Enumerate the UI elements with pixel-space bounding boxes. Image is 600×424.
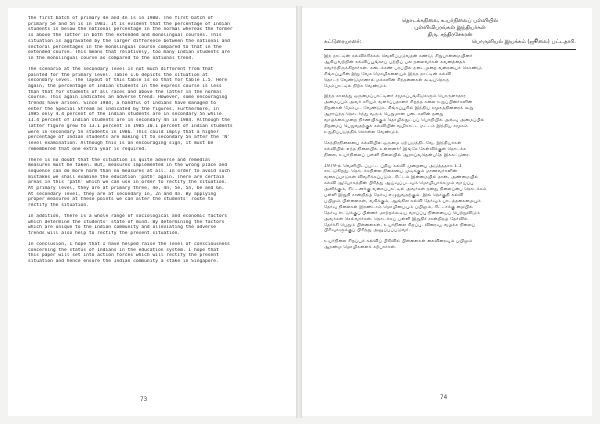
text-line: The scenario at the secondary level is not much different from that	[28, 66, 214, 72]
text-line: ஆராய்ந்த தொடர்ந்து வரும் பெறுமான படைகளின் தனது	[324, 112, 444, 118]
left-page-text	[28, 16, 276, 270]
text-line: திறன்கள் மேம்பட வேண்டும். சிங்கப்பூரில் இந்திய சமூகத்தினரைக் கூறு	[324, 106, 474, 112]
text-line: trends have arisen. Since 1984, a handful of Indians have managed to	[28, 101, 217, 107]
paragraph	[324, 94, 576, 135]
text-line: மேம்பாட்டில் நிற்க வேண்டும்.	[324, 83, 388, 89]
text-line: proper measures at these points we can alter the students' route to	[28, 197, 214, 203]
text-line: தேர்வு நிலைகள் இரண்டாம் மொழியையும் பயிலும், சிட்டாக்கு மையில்	[324, 204, 473, 210]
right-page-number: 74	[440, 394, 448, 401]
text-line: again, the percentage of Indian students in the express course is less	[28, 83, 222, 89]
text-line: remembered that one extra year is required.	[28, 146, 147, 152]
text-line: sequence can do more harm than no measures at all. In order to avoid such	[28, 168, 230, 174]
header-line: புள்ளிவிபரங்கள் இந்தியர்கள்	[414, 25, 486, 31]
text-line: enter the Special Stream as indicated by the figures. Furthermore, in	[28, 106, 219, 112]
text-line: கல்வியில் எந்த நிலையில் உள்ளனர்? இங்கே கேள்விக்குள் தொடக்க	[324, 146, 467, 152]
text-line: situation and hence ensure the Indian community a stake in Singapore.	[28, 259, 219, 265]
text-line: which are unique to the Indian community and alleviating the adverse	[28, 225, 217, 231]
text-line: in the monolingual course as compared to the national trend.	[28, 55, 194, 61]
text-line: level examination. Although this is an encouraging sign, it must be	[28, 140, 214, 146]
text-line: course. This again indicates an adverse trend. However, some encouraging	[28, 95, 228, 101]
text-line: வகைப்பாடுகள் விவரிக்கப்படும். சிட்டம் இன்மையில் தான், அண்மையில்	[324, 175, 479, 181]
text-line: At secondary level, they are at secondary 1n, 2n and 4n. By applying	[28, 191, 217, 197]
text-line: ஆகியவற்றின் கல்விப்பூங்காப் பற்றிப் பல தலைவர்கள் கவனத்தைக்	[324, 59, 466, 65]
text-line: காட்டுகிறது. தொடக்கநிலை நிலையை முடிக்கும் மாணவர்களின்	[324, 169, 458, 175]
text-line: நிலை, உயர்நிலைப் பள்ளி நிலையில் ஆராய்வதென்பதே இக்கட்டுரை.	[324, 152, 471, 158]
text-line: கவர்ந்திருக்கிறார்கள். கடைக்கண் பரப்பில் நடைமுறை வகையைக் கொண்டு,	[324, 65, 483, 71]
text-line: சிங்கப்பூரின் இறு வேக மொழிகளையும் இந்த நாட்டின் கல்வி	[324, 71, 452, 77]
text-line: trends will also help to rectify the present situation.	[28, 231, 181, 237]
text-line: உயர்நிலை சிறப்புக் கல்விப் பிரிவில் பிள்ளைகள் கைவிரைவும் பயிலும்	[324, 239, 473, 245]
text-line: students is below the national percentage in the normal whereas the former	[28, 27, 233, 33]
text-line: In addition, there is a whole range of sociological and economic factors	[28, 214, 228, 220]
text-line: இந் நாட்டின் கல்விச்சிக்கல் வெளிப்படுவதன் கண்டு, சிறுபான்மையினர்	[324, 54, 473, 59]
text-line: At primary level, they are at primary three, 4e, 4n, 5e, 5n, 6e and 6n.	[28, 186, 225, 192]
paragraph	[324, 141, 576, 159]
text-line: அமைப்பும் அவர் சரியும் வளர்ப்பதானர் சிறந்த கலை உறுப்பினர்களின்	[324, 100, 473, 106]
text-line: is above the latter in both the extended and monolingual courses. This	[28, 33, 222, 39]
paragraph	[324, 54, 576, 89]
paragraph	[28, 16, 276, 62]
text-line: There is no doubt that the situation is quite adverse and remedial	[28, 157, 211, 163]
text-line: In conclusion, I hope that I have helped raise the level of consciousness	[28, 242, 230, 248]
text-line: rectify the situation.	[28, 203, 89, 209]
right-page-body	[324, 54, 576, 251]
text-line: பிரிவுகளுக்குப் பிரித்து அனுப்பப்படுவர்.	[324, 228, 411, 234]
right-page	[302, 8, 592, 416]
text-line: situation is aggravated by the larger difference between the national and	[28, 38, 230, 44]
text-line: measures must be taken. But, measures implemented in the wrong place and	[28, 163, 228, 169]
paragraph	[324, 164, 576, 235]
text-line: அவர்கள் செல்வார்கள். தொடக்கப் பள்ளி இறுதிச் சான்றிதழ் தேர்வில்	[324, 216, 468, 222]
left-page	[8, 8, 296, 416]
text-line: were in secondary 5n students in 1986. This could imply that a higher	[28, 129, 219, 135]
text-line: 11.4 percent of Indian students are in secondary 4n in 1984. Although the	[28, 118, 230, 124]
header-line: திரு. சந்திரசேகரன்	[427, 32, 473, 38]
text-line: the first batch of primary 4e and 4n is in 1980. The first batch of	[28, 16, 214, 21]
header-rule	[324, 49, 576, 50]
text-line: 1979-ல் வெளியிடப்பட்ட புதிய கல்வி முறையை அடுத்ததாக 1.1	[324, 163, 462, 169]
text-line: பள்ளி இறுதி சான்றிதழ் தேர்வு எழுதுவதற்கும். இவ் தொகுதி கல்வி	[324, 193, 464, 199]
paragraph	[324, 239, 576, 251]
text-line: which determine the students' state of mind. By determining the factors	[28, 219, 225, 225]
text-line: பயிலும் பிள்ளைகள், வகிக்கும், ஆங்கில கல்வி தேர்வும் பாடத்தகைமையும்	[324, 198, 481, 204]
text-line: தொடர வேண்டுமானால் மக்களின் சிந்தனைகள் கூடியதொரு	[324, 77, 450, 83]
text-line: latter figure grew to 13.1 percent in 1985 10.1 percent of Indian students	[28, 123, 233, 129]
text-line: painted for the primary level. Table 1.6 depicts the situation at	[28, 72, 208, 78]
text-line: sectoral percentages in the monolingual course compared to that in the	[28, 44, 222, 50]
text-line: திறமைப் பெறுவதற்குக் கல்வியின் வழிகாட்ட மட்டம் இந்திய சமூகம்	[324, 123, 468, 129]
paragraph	[28, 158, 276, 209]
text-line: இந்த காலத்து ஒருமைப்பாட்டினர் சமூகப்பங்கீடுகளும் பொருளாதார	[324, 94, 466, 100]
text-line: அளிக்கும், சிட்டனக்கு வகைப்பாட்டில் அவர்கள் தனது நிலைப்பை தொடக்கம்	[324, 187, 487, 193]
text-line: primary 5e and 5n is in 1981. It is evident that the percentage of Indian	[28, 21, 230, 27]
text-line: this paper will set into action forces which will rectify the present	[28, 253, 219, 259]
text-line: areas in this 'path' which we can use in order to rectify the situation.	[28, 180, 228, 186]
right-page-text	[324, 18, 576, 256]
paragraph	[28, 242, 276, 265]
text-line: percentage of Indian students are making it to secondary 5n after the 'N'	[28, 135, 230, 141]
text-line: extended course. This means that relatively, too many Indian students are	[28, 50, 230, 56]
text-line: தேர்ச்சி பெறும் பிள்ளைகள், உயர்நிலை சிறப்பு, விரைவு, வழக்க நிலைப்	[324, 222, 476, 228]
article-header	[324, 18, 576, 46]
text-line: than that for students of all races and above the latter in the normal	[28, 89, 222, 95]
text-line: mistakes we shall examine the education 'path' again. There are certain	[28, 174, 225, 180]
paragraph	[28, 67, 276, 153]
text-line: concerning the status of Indians in the education system. I hope that	[28, 247, 219, 253]
text-line: ஆரண்ம மொழிகளைக் கற்பார்கள்.	[324, 245, 397, 251]
text-line: கேந்திரநிலையை கல்வியில் ஒருமை ஏற்படுத்திடவே, இந்தியர்கள்	[324, 140, 462, 146]
author-credentials: பொருளியல் இயக்கம் (ஜூலை) பட்டதாரி.	[471, 39, 576, 45]
text-line: உறுதிப்படுத்திக் கொள்ள வேண்டும்.	[324, 129, 400, 135]
header-line: தொடக்கநிலை, உயர்நிலைப் பள்ளியில்	[401, 18, 499, 24]
paragraph	[28, 214, 276, 237]
text-line: secondary level. The layout of this table is so that for table 1.5. Here	[28, 78, 228, 84]
left-page-number: 73	[140, 396, 148, 403]
text-line: வாழ்க்கைமுறை நிர்ணயிக்கும் தொழில்நுட்பப் பொறியில் அவ்வு அமைப்பில்	[324, 118, 485, 124]
text-line: 1985 only 4.4 percent of the Indian students are in secondary 5n while	[28, 112, 222, 118]
text-line: கல்வி ஆயோகத்தின் பிரித்து ஆய்வுப்படவும் மொழியாக்கமும் வாய்ப்பு	[324, 181, 474, 187]
author-label: கட்டுரையாளர்:	[324, 39, 362, 45]
author-row	[324, 39, 576, 46]
text-line: தேர்வு எட்டுக்குப் பின்னர் மாற்றக்கூடிய வாய்ப்பு நிலையைப் பெற்றுவிடும்	[324, 210, 480, 216]
